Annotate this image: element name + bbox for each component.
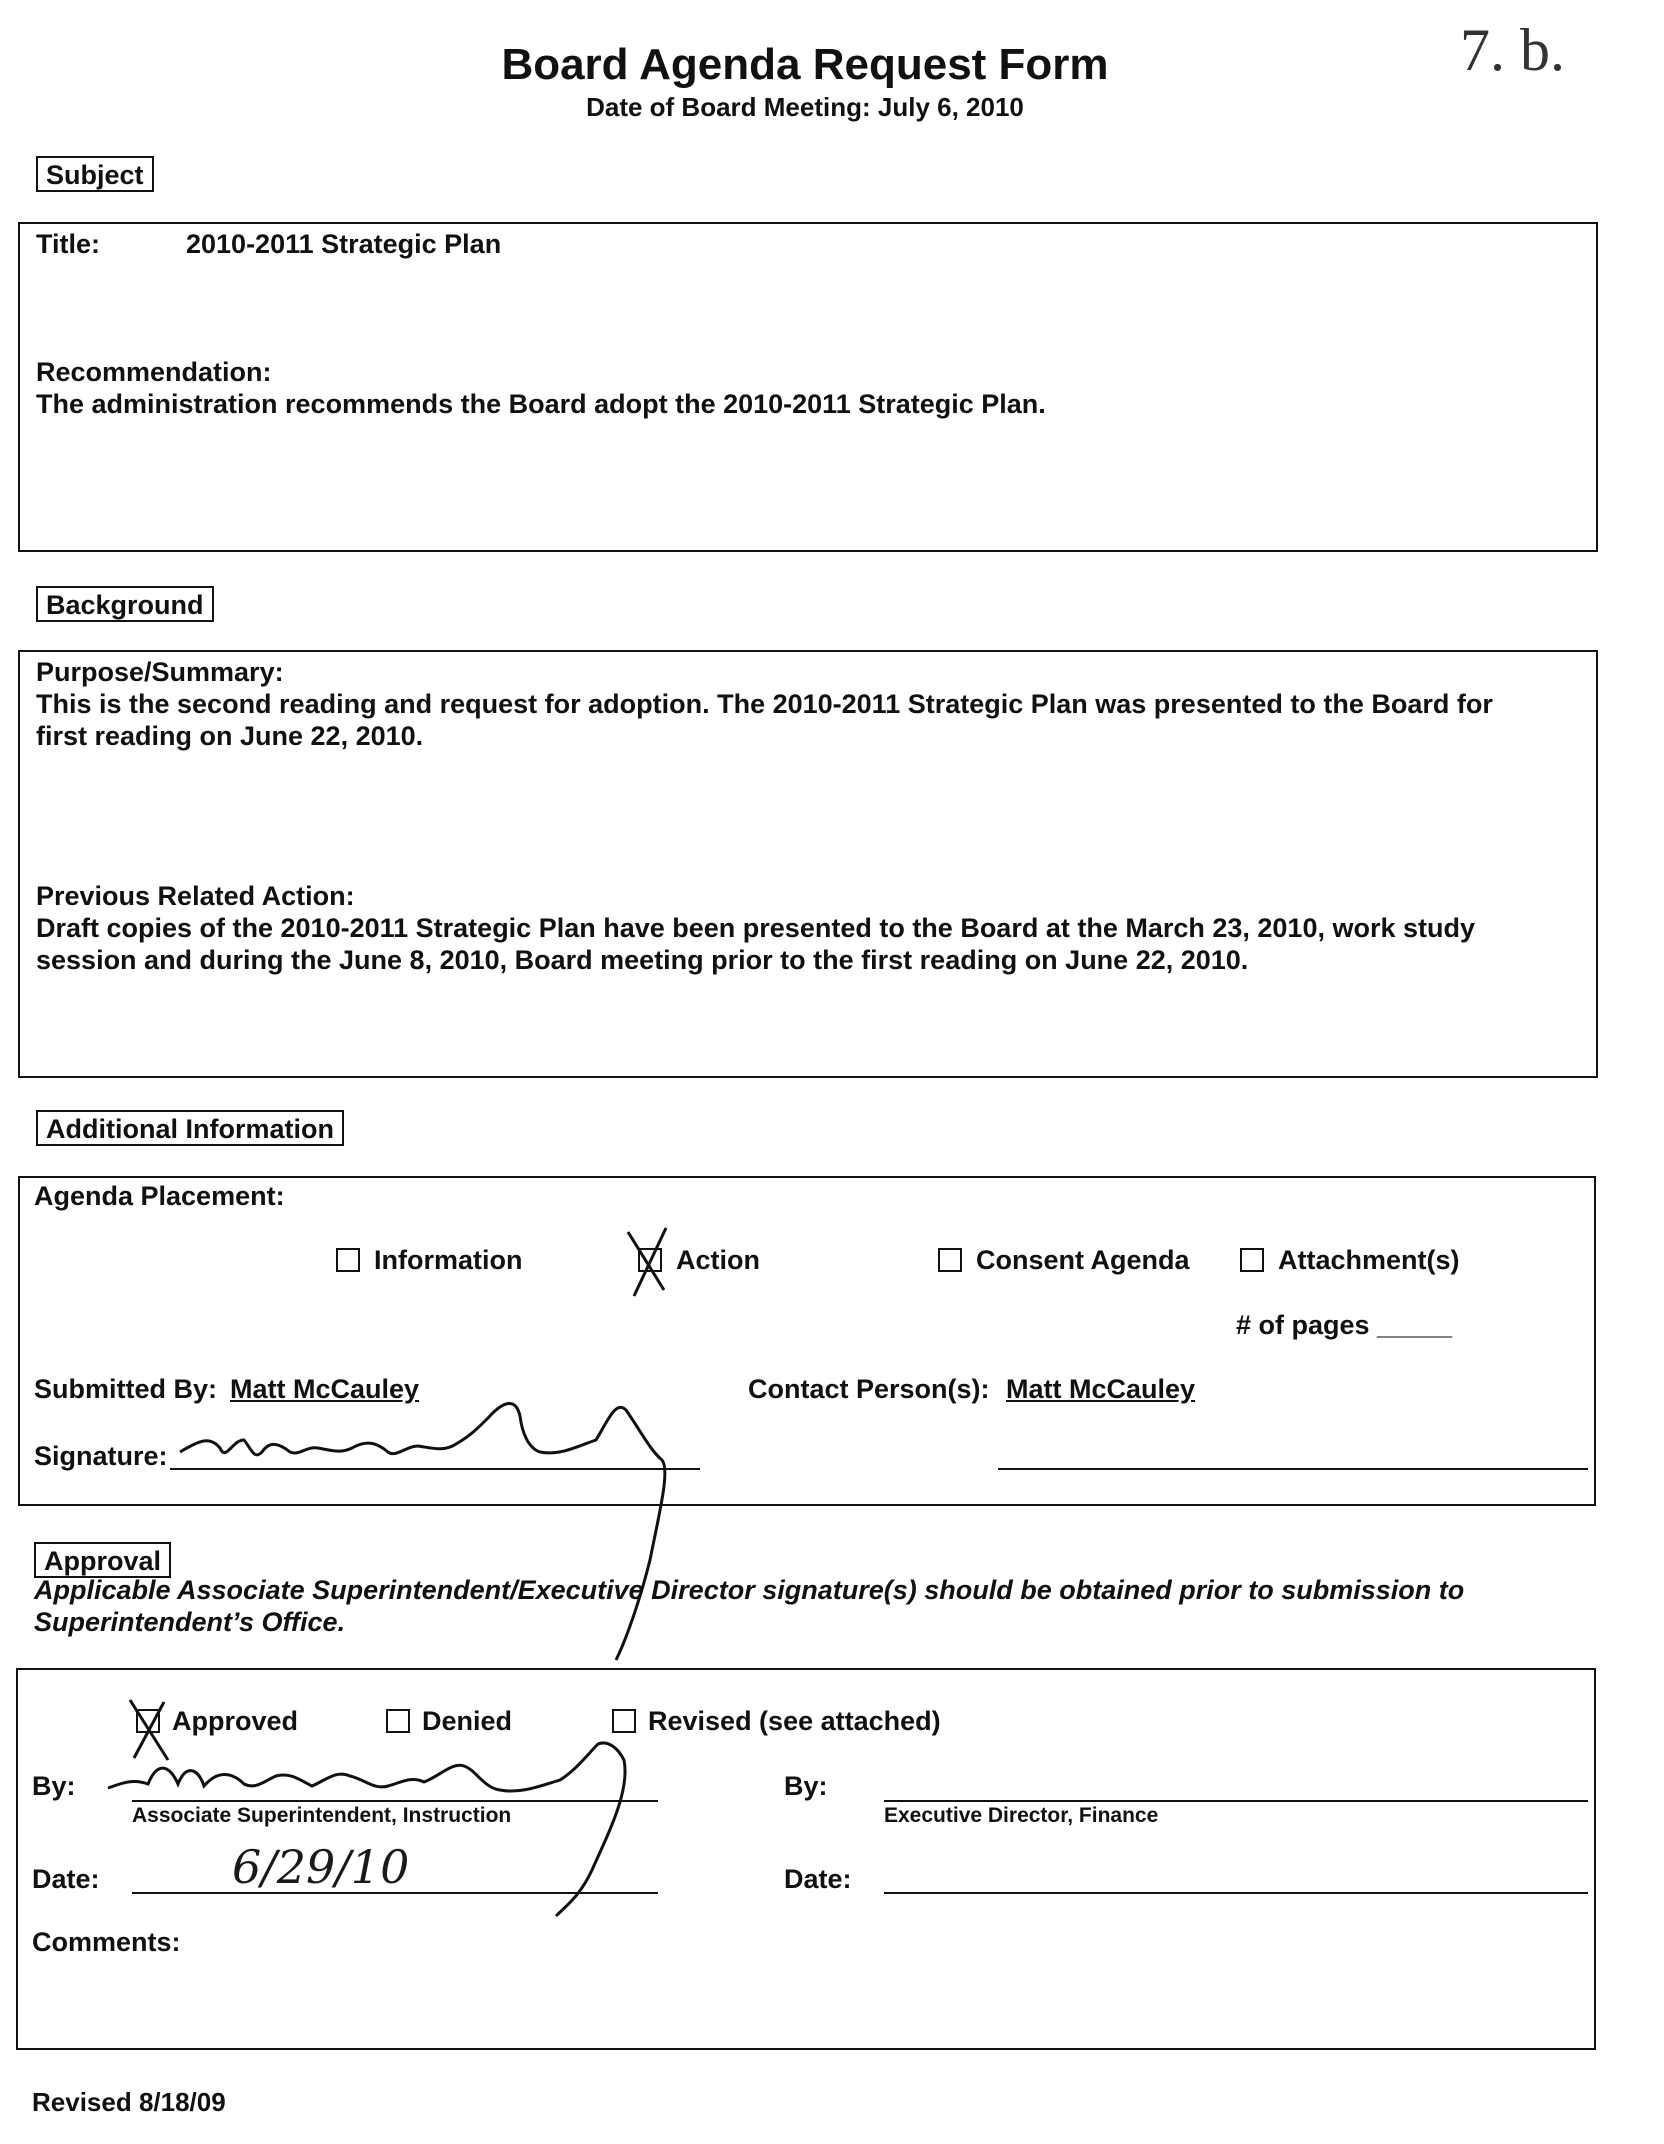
subject-tag: Subject [36,156,154,192]
contact-person-value: Matt McCauley [1006,1374,1196,1404]
title-label: Title: [36,229,101,259]
denied-checkbox[interactable] [386,1709,410,1733]
left-date-value: 6/29/10 [232,1840,410,1894]
approved-checkbox[interactable] [136,1709,160,1733]
action-checkbox[interactable] [638,1248,662,1272]
purpose-label: Purpose/Summary: [36,657,284,687]
page-title: Board Agenda Request Form [501,40,1109,89]
right-date-label: Date: [784,1864,852,1894]
previous-line-1: Draft copies of the 2010-2011 Strategic Plan have been presented to the Board at the March 23, 2010, work study [36,913,1475,943]
consent-agenda-label: Consent Agenda [976,1245,1190,1275]
right-date-line[interactable] [884,1892,1588,1894]
right-by-line[interactable] [884,1800,1588,1802]
attachments-label: Attachment(s) [1278,1245,1460,1275]
approved-label: Approved [172,1706,299,1736]
recommendation-text: The administration recommends the Board adopt the 2010-2011 Strategic Plan. [36,389,1046,419]
contact-person-label: Contact Person(s): [748,1374,990,1404]
background-tag: Background [36,586,214,622]
consent-agenda-checkbox[interactable] [938,1248,962,1272]
revised-checkbox[interactable] [612,1709,636,1733]
approval-instruction-line-2: Superintendent’s Office. [34,1607,346,1637]
submitted-by-value: Matt McCauley [230,1374,420,1404]
left-by-line[interactable] [132,1800,658,1802]
action-label: Action [676,1245,760,1275]
right-role: Executive Director, Finance [884,1804,1159,1827]
contact-signature-line[interactable] [998,1468,1588,1470]
pages-count-label: # of pages _____ [1236,1310,1453,1340]
signature-line[interactable] [170,1468,700,1470]
item-number: 7. b. [1460,17,1565,83]
left-role: Associate Superintendent, Instruction [132,1804,512,1827]
meeting-date: Date of Board Meeting: July 6, 2010 [586,92,1024,122]
approval-instruction-line-1: Applicable Associate Superintendent/Executive Director signature(s) should be obtained prior to submission to [34,1575,1465,1605]
approval-tag: Approval [34,1542,171,1578]
title-value: 2010-2011 Strategic Plan [186,229,502,259]
additional-info-tag: Additional Information [36,1110,344,1146]
attachments-checkbox[interactable] [1240,1248,1264,1272]
right-by-label: By: [784,1771,828,1801]
purpose-line-1: This is the second reading and request for adoption. The 2010-2011 Strategic Plan was presented to the Board for [36,689,1493,719]
previous-line-2: session and during the June 8, 2010, Board meeting prior to the first reading on June 22, 2010. [36,945,1249,975]
agenda-placement-label: Agenda Placement: [34,1181,285,1211]
information-label: Information [374,1245,523,1275]
revised-label: Revised (see attached) [648,1706,941,1736]
information-checkbox[interactable] [336,1248,360,1272]
denied-label: Denied [422,1706,513,1736]
comments-label: Comments: [32,1927,181,1957]
recommendation-label: Recommendation: [36,357,272,387]
submitted-by-label: Submitted By: [34,1374,218,1404]
signature-label: Signature: [34,1441,168,1471]
revised-date-footer: Revised 8/18/09 [32,2087,226,2117]
previous-label: Previous Related Action: [36,881,355,911]
purpose-line-2: first reading on June 22, 2010. [36,721,424,751]
left-date-label: Date: [32,1864,100,1894]
left-by-label: By: [32,1771,76,1801]
